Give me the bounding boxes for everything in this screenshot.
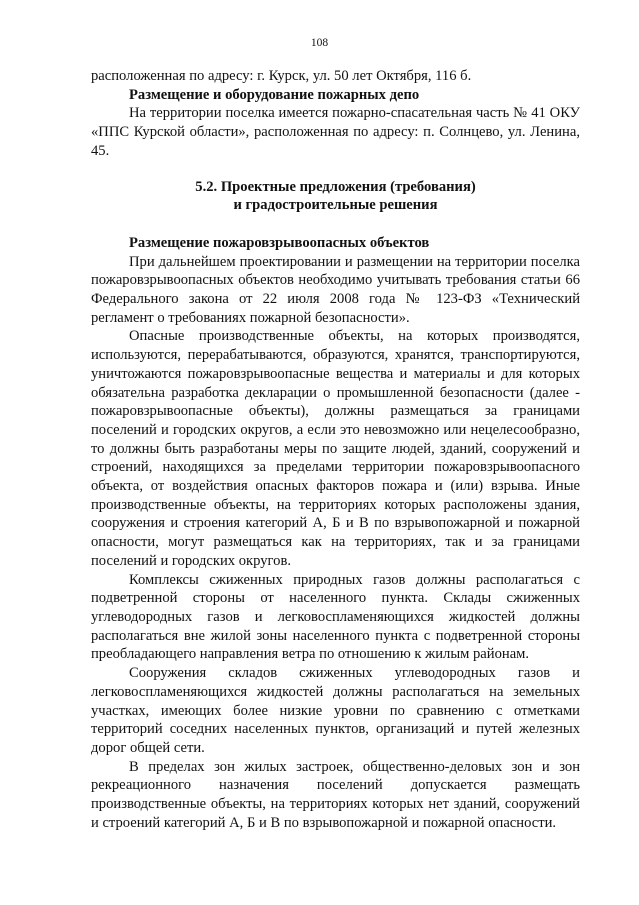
document-body bbox=[91, 67, 580, 832]
paragraph-storage-structures: Сооружения складов сжиженных углеводородных газов и легковоспламеняющихся жидкостей должны располагаться на земельных участках, имеющих более низкие уровни по сравнению с отметками территорий соседних населенных пунктов, организаций и путей железных дорог общей сети. bbox=[91, 665, 580, 756]
section-title-line-2: и градостроительные решения bbox=[233, 197, 438, 214]
paragraph-residential-zones: В пределах зон жилых застроек, общественно-деловых зон и зон рекреационного назначения поселений допускается размещать производственные объекты, на территориях которых нет зданий, сооружений и строений категорий А, Б и В по взрывопожарной и пожарной опасности. bbox=[91, 758, 580, 831]
page-number: 108 bbox=[310, 37, 329, 49]
heading-fire-depots: Размещение и оборудование пожарных депо bbox=[129, 86, 420, 103]
paragraph-hazardous-objects: Опасные производственные объекты, на которых производятся, используются, перерабатываются, образуются, хранятся, транспортируются, уничтожаются пожаровзрывоопасные вещества и материалы и для которых обязательна разработка декларации о промышленной безопасности (далее - пожаровзрывоопасные объекты), должны размещаться за границами поселений и городских округов, а если это невозможно или нецелесообразно, то должны быть разработаны меры по защите людей, зданий, сооружений и строений, находящихся за пределами территории пожаровзрывоопасного объекта, от воздействия опасных факторов пожара и (или) взрыва. Иные производственные объекты, на территориях которых расположены здания, сооружения и строения категорий А, Б и В по взрывопожарной и пожарной опасности, могут размещаться как на территориях, так и за границами поселений и городских округов. bbox=[91, 328, 580, 569]
section-title bbox=[91, 178, 580, 215]
paragraph-design-requirements: При дальнейшем проектировании и размещении на территории поселка пожаровзрывоопасных объектов необходимо учитывать требования статьи 66 Федерального закона от 22 июля 2008 года № 123-ФЗ «Технический регламент о требованиях пожарной безопасности». bbox=[91, 253, 580, 326]
heading-explosive-objects: Размещение пожаровзрывоопасных объектов bbox=[129, 234, 430, 251]
paragraph-fire-unit: На территории поселка имеется пожарно-спасательная часть № 41 ОКУ «ППС Курской области», расположенная по адресу: п. Солнцево, ул. Ленина, 45. bbox=[91, 105, 580, 159]
paragraph-lng-complexes: Комплексы сжиженных природных газов должны располагаться с подветренной стороны от населенного пункта. Склады сжиженных углеводородных газов и легковоспламеняющихся жидкостей должны располагаться вне жилой зоны населенного пункта с подветренной стороны преобладающего направления ветра по отношению к жилым районам. bbox=[91, 571, 580, 663]
section-title-line-1: 5.2. Проектные предложения (требования) bbox=[195, 178, 476, 195]
address-continuation: расположенная по адресу: г. Курск, ул. 50 лет Октября, 116 б. bbox=[91, 68, 472, 84]
